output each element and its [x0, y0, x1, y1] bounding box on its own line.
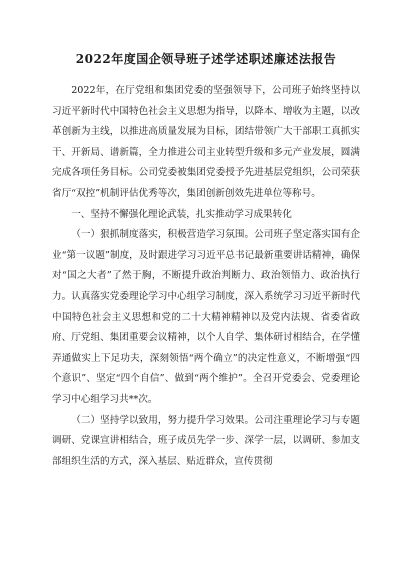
subsection-1-paragraph: （一）狠抓制度落实，积极营造学习氛围。公司班子坚定落实国有企业“第一议题”制度，及时跟进学习习近平总书记最新重要讲话精神，确保对“国之大者”了然于胸，不断提升政治判断力、政治领悟力、政治执行力。认真落实党委理论学习中心组学习制度，深入系统学习习近平新时代中国特色社会主义思想和党的二十大精神精神以及党内法规、省委省政府、厅党组、集团重要会议精神，以个人自学、集体研讨相结合，在学懂弄通做实上下足功夫，深刻领悟“两个确立”的决定性意义，不断增强“四个意识”、坚定“四个自信”、做到“两个维护”。全召开党委会、党委理论学习中心组学习共**次。: [52, 229, 360, 405]
intro-paragraph: 2022年，在厅党组和集团党委的坚强领导下，公司班子始终坚持以习近平新时代中国特色社会主义思想为指导，以降本、增收为主题，以改革创新为主线，以推进高质量发展为目标，团结带领广大干部职工真抓实干、开新局、谱新篇，全力推进公司主业转型升级和多元产业发展，圆满完成各项任务目标。公司党委被集团党委授予先进基层党组织，公司荣获省厅“双控”机制评估优秀等次，集团创新创效先进单位等称号。: [52, 85, 360, 199]
document-title: 2022年度国企领导班子述学述职述廉述法报告: [75, 52, 337, 66]
section-1-heading: 一、坚持不懈强化理论武装，扎实推动学习成果转化: [71, 208, 292, 220]
subsection-2-paragraph: （二）坚持学以致用，努力提升学习效果。公司注重理论学习与专题调研、党课宣讲相结合，班子成员先学一步、深学一层，以调研、参加支部组织生活的方式，深入基层、贴近群众，宣传贯彻: [52, 414, 360, 467]
